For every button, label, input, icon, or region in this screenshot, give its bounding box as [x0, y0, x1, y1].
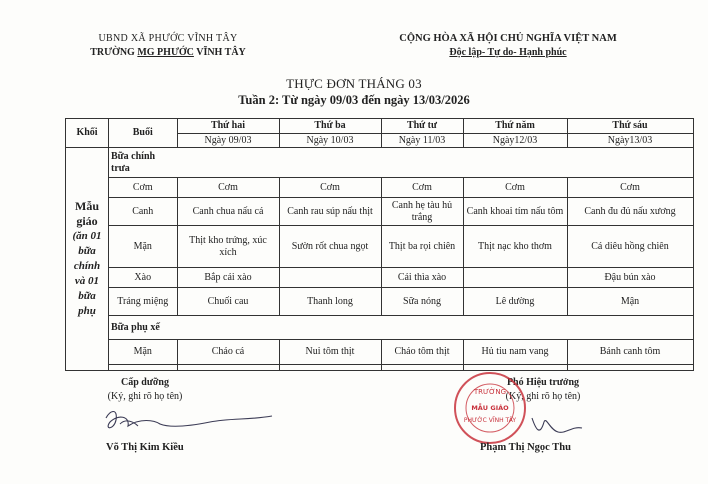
table-cell: Mận [567, 288, 693, 316]
table-cell: Cơm [279, 178, 381, 198]
table-cell: Cải thìa xào [381, 268, 463, 288]
page-title [0, 76, 708, 108]
header-date: Ngày13/03 [567, 134, 693, 148]
table-cell: Cơm [567, 178, 693, 198]
khoi-line: chính [73, 260, 101, 272]
school-name-prefix: TRƯỜNG [90, 47, 138, 58]
section-snack-fill [177, 316, 693, 340]
section-snack-label: Bữa phụ xế [109, 316, 178, 340]
table-bottom-spacer [66, 365, 694, 371]
signer-note-left: (Ký, ghi rõ họ tên) [107, 391, 183, 402]
section-main-fill [177, 148, 693, 178]
table-cell: Thịt kho trứng, xúc xích [177, 226, 279, 268]
signer-name-right: Phạm Thị Ngọc Thu [480, 442, 571, 453]
table-cell: Lê dường [463, 288, 567, 316]
header-date: Ngày 09/03 [177, 134, 279, 148]
table-row [66, 268, 694, 288]
table-cell [463, 268, 567, 288]
section-main-label [109, 148, 178, 178]
row-label: Mặn [109, 340, 178, 365]
table-cell: Cá diêu hồng chiên [567, 226, 693, 268]
table-cell: Sườn rốt chua ngọt [279, 226, 381, 268]
table-cell: Bắp cải xào [177, 268, 279, 288]
table-cell: Canh khoai tím nấu tôm [463, 198, 567, 226]
signer-note-right: (Ký, ghi rõ họ tên) [505, 391, 581, 402]
table-cell: Canh rau súp nấu thịt [279, 198, 381, 226]
table-row [66, 178, 694, 198]
spacer-cell [567, 365, 693, 371]
khoi-line: và 01 [74, 275, 100, 287]
table-cell: Cơm [381, 178, 463, 198]
school-name [58, 46, 278, 60]
table-cell [279, 268, 381, 288]
khoi-line: (ăn 01 [72, 230, 102, 242]
signature-block-left [90, 376, 200, 404]
stamp-text-mid: MẪU GIÁO [471, 404, 509, 412]
table-cell: Nui tôm thịt [279, 340, 381, 365]
school-name-underlined: MG PHƯỚC [137, 47, 194, 58]
school-name-suffix: VĨNH TÂY [193, 47, 246, 58]
signer-title-left: Cấp dưỡng [121, 377, 169, 388]
signer-name-left: Võ Thị Kim Kiều [106, 442, 184, 453]
table-row [66, 198, 694, 226]
row-label: Tráng miệng [109, 288, 178, 316]
table-cell: Thịt nạc kho thơm [463, 226, 567, 268]
official-stamp [452, 370, 528, 446]
row-label: Canh [109, 198, 178, 226]
khoi-line: Mẫu [75, 199, 99, 213]
header-day: Thứ ba [279, 119, 381, 134]
header-date: Ngày 11/03 [381, 134, 463, 148]
table-cell: Đậu bún xào [567, 268, 693, 288]
khoi-line: phụ [78, 305, 96, 317]
header-date: Ngày 10/03 [279, 134, 381, 148]
table-cell: Canh đu đủ nấu xương [567, 198, 693, 226]
table-cell: Sữa nóng [381, 288, 463, 316]
table-cell: Cháo tôm thịt [381, 340, 463, 365]
section-row-snack [66, 316, 694, 340]
table-cell: Cơm [177, 178, 279, 198]
signature-scribble-right [528, 412, 588, 440]
school-header [58, 32, 278, 60]
commune-name: UBND XÃ PHƯỚC VĨNH TÂY [98, 33, 238, 44]
khoi-line: giáo [76, 214, 98, 228]
spacer-cell [279, 365, 381, 371]
stamp-text-top: TRƯỜNG [473, 388, 507, 396]
table-cell: Cháo cá [177, 340, 279, 365]
table-header-row [66, 119, 694, 134]
khoi-label [66, 148, 109, 371]
table-cell: Thịt ba rọi chiên [381, 226, 463, 268]
spacer-cell [109, 365, 178, 371]
national-header [378, 32, 638, 60]
header-day: Thứ tư [381, 119, 463, 134]
row-label: Mặn [109, 226, 178, 268]
header-khoi: Khối [66, 119, 109, 148]
table-cell: Thanh long [279, 288, 381, 316]
table-cell: Cơm [463, 178, 567, 198]
table-cell: Bánh canh tôm [567, 340, 693, 365]
table-cell: Hủ tiu nam vang [463, 340, 567, 365]
menu-table [65, 118, 694, 371]
signature-scribble-left [100, 404, 280, 440]
row-label: Cơm [109, 178, 178, 198]
table-cell: Chuối cau [177, 288, 279, 316]
table-row [66, 226, 694, 268]
menu-title: THỰC ĐƠN THÁNG 03 [286, 76, 422, 91]
table-row [66, 340, 694, 365]
national-title: CỘNG HÒA XÃ HỘI CHỦ NGHĨA VIỆT NAM [399, 33, 617, 44]
spacer-cell [177, 365, 279, 371]
header-buoi: Buổi [109, 119, 178, 148]
khoi-line: bữa [78, 245, 96, 257]
row-label: Xào [109, 268, 178, 288]
table-cell: Canh hẹ tàu hủ trắng [381, 198, 463, 226]
header-date: Ngày12/03 [463, 134, 567, 148]
spacer-cell [381, 365, 463, 371]
header-day: Thứ sáu [567, 119, 693, 134]
khoi-line: bữa [78, 290, 96, 302]
section-row-main [66, 148, 694, 178]
header-day: Thứ hai [177, 119, 279, 134]
table-cell: Canh chua nấu cá [177, 198, 279, 226]
header-day: Thứ năm [463, 119, 567, 134]
national-motto: Độc lập- Tự do- Hạnh phúc [449, 47, 567, 58]
signer-title-right: Phó Hiệu trưởng [506, 377, 580, 388]
week-range: Tuần 2: Từ ngày 09/03 đến ngày 13/03/2026 [238, 93, 470, 107]
section-main-text: Bữa chính trưa [111, 150, 156, 174]
table-row [66, 288, 694, 316]
stamp-text-bottom: PHƯỚC VĨNH TÂY [463, 417, 517, 424]
